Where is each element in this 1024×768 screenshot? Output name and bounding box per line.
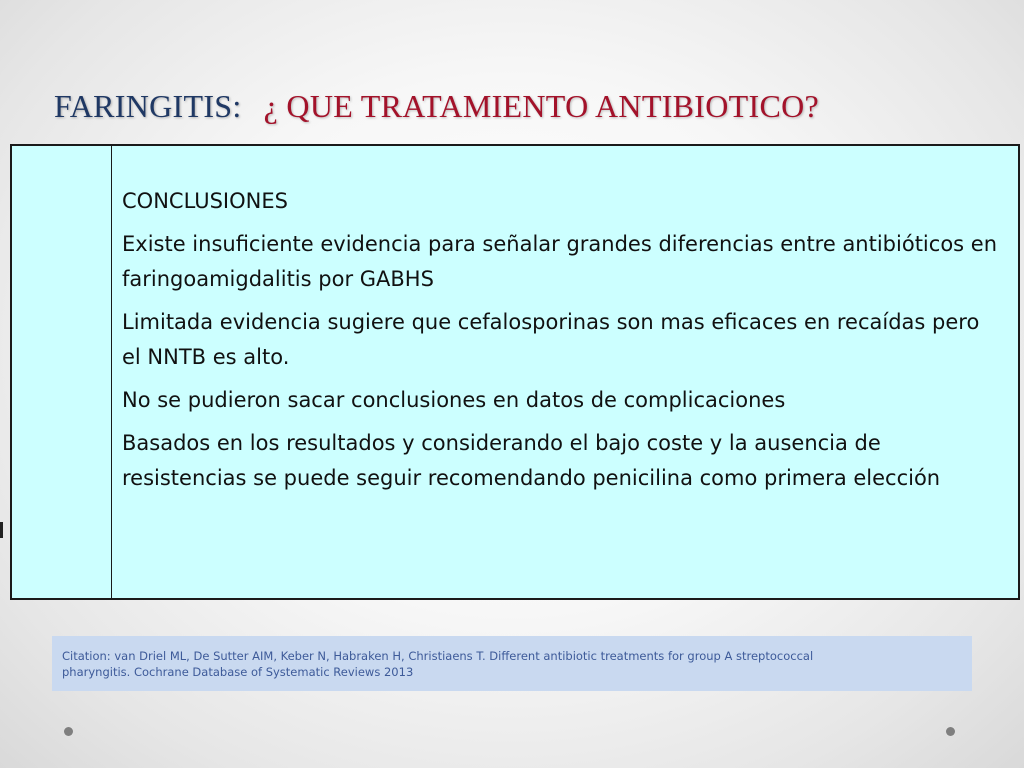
- conclusion-paragraph: Basados en los resultados y considerando el bajo coste y la ausencia de resistencias se puede seguir recomendando penicilina como primera elección: [122, 431, 941, 490]
- edge-mark: [0, 522, 3, 538]
- table-content-cell: [122, 184, 1002, 504]
- title-prefix: FARINGITIS:: [54, 88, 242, 124]
- citation-line: pharyngitis. Cochrane Database of Systematic Reviews 2013: [62, 665, 414, 679]
- citation-line: Citation: van Driel ML, De Sutter AIM, Keber N, Habraken H, Christiaens T. Different antibiotic treatments for group A streptococcal: [62, 649, 814, 663]
- table-left-cell: [12, 146, 112, 598]
- decorative-dot-left: [64, 727, 73, 736]
- conclusion-paragraph: Limitada evidencia sugiere que cefalosporinas son mas eficaces en recaídas pero el NNTB es alto.: [122, 310, 980, 369]
- conclusions-table: [10, 144, 1020, 600]
- slide-title: [54, 88, 819, 125]
- citation-box: [52, 636, 972, 691]
- conclusions-heading: CONCLUSIONES: [122, 189, 288, 213]
- conclusion-paragraph: Existe insuficiente evidencia para señalar grandes diferencias entre antibióticos en faringoamigdalitis por GABHS: [122, 232, 998, 291]
- conclusion-paragraph: No se pudieron sacar conclusiones en datos de complicaciones: [122, 388, 786, 412]
- title-main: ¿ QUE TRATAMIENTO ANTIBIOTICO?: [263, 88, 820, 124]
- decorative-dot-right: [946, 727, 955, 736]
